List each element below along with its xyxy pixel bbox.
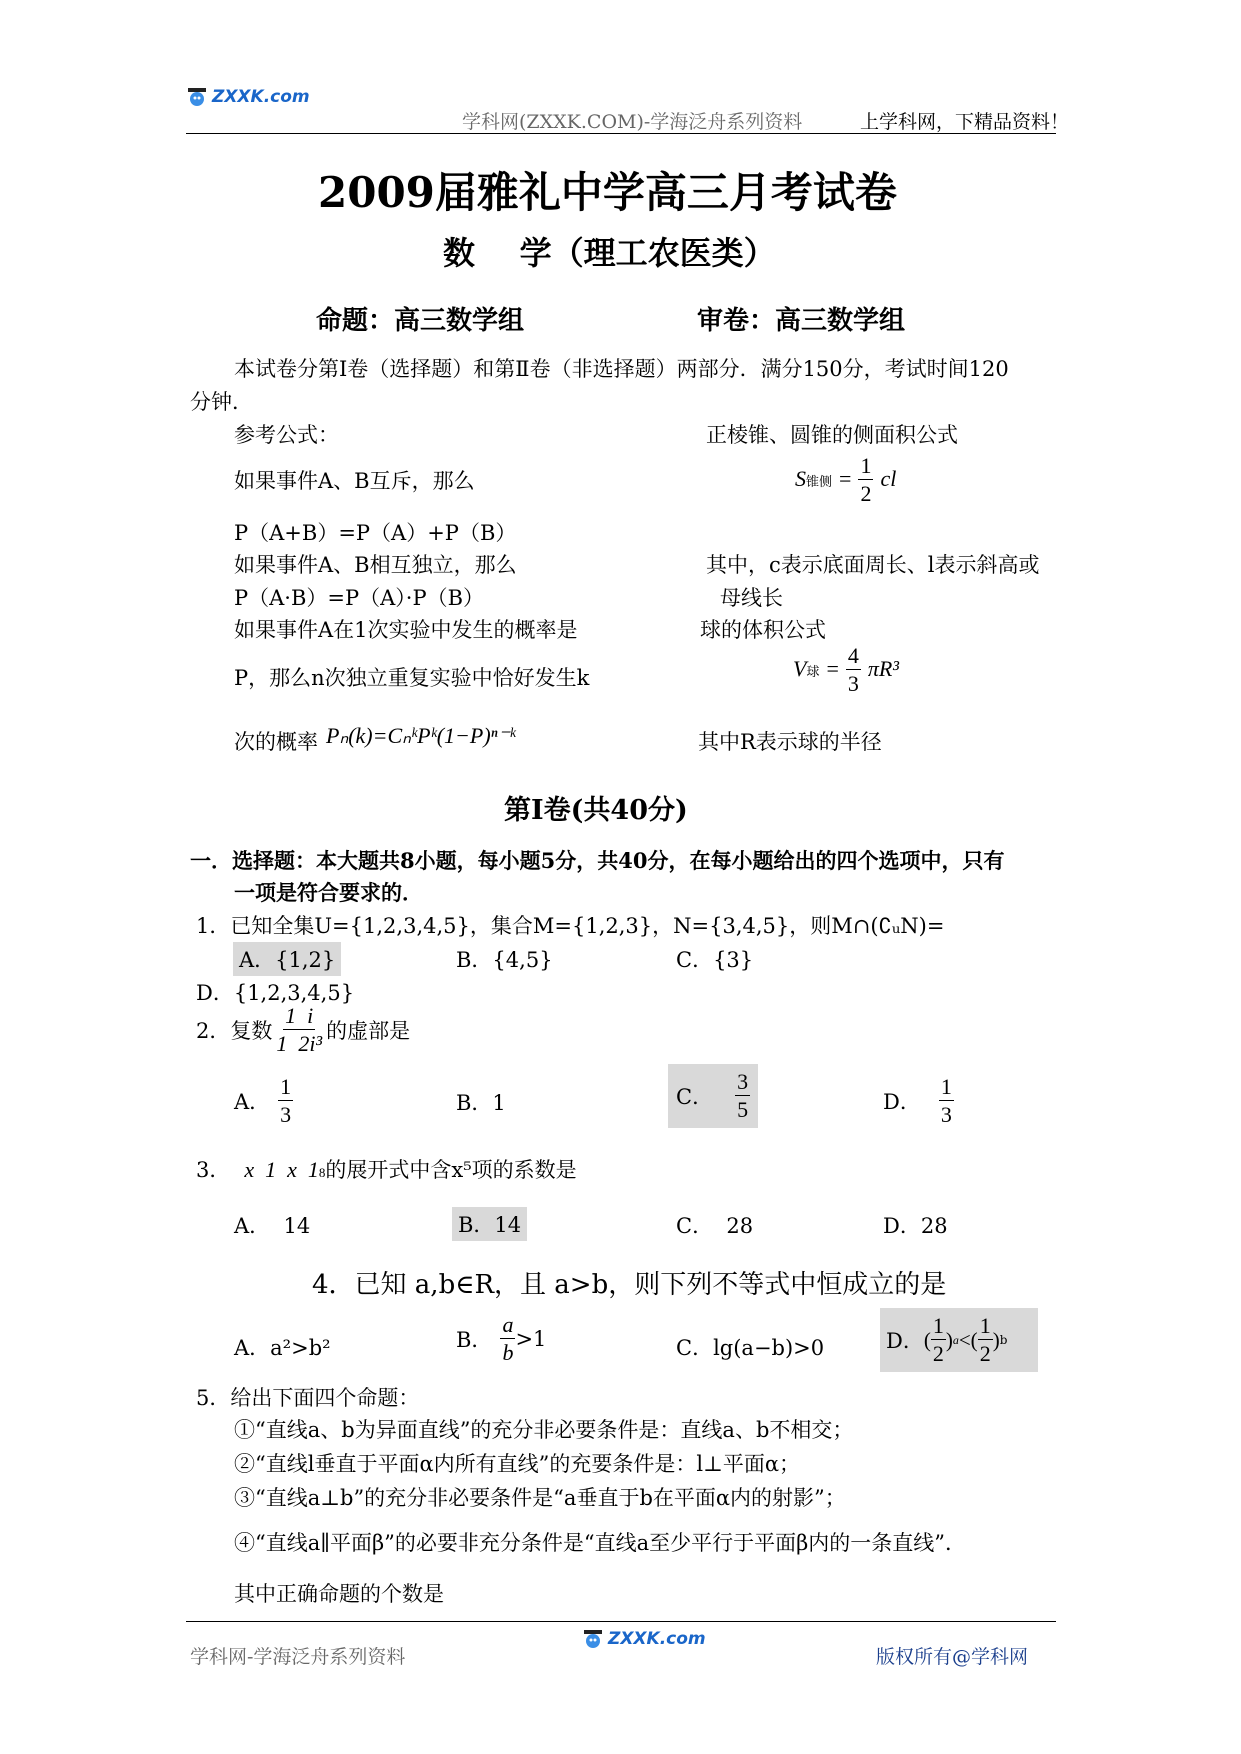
cone-label: 正棱锥、圆锥的侧面积公式 xyxy=(706,423,958,447)
author-left: 命题：高三数学组 xyxy=(316,306,525,336)
sphere-label: 球的体积公式 xyxy=(700,618,826,642)
footer-logo xyxy=(582,1628,706,1650)
section-1-instr-1: 一．选择题：本大题共8小题，每小题5分，共40分，在每小题给出的四个选项中，只有 xyxy=(190,848,1005,873)
formula-4: P（A·B）=P（A）·P（B） xyxy=(234,586,485,610)
footer-right-text: 版权所有@学科网 xyxy=(876,1646,1029,1668)
q2-stem: 2．复数 $\frac{1 i}{\text{1 2i³}}$ 的虚部是 xyxy=(196,1003,411,1056)
cone-note-1: 其中，c表示底面周长、l表示斜高或 xyxy=(706,553,1040,577)
header-rule xyxy=(186,133,1056,134)
mascot-icon xyxy=(186,86,212,108)
q4-stem: 4．已知 a,b∈R，且 a>b，则下列不等式中恒成立的是 xyxy=(312,1270,947,1300)
q2-option-d: D． $\frac{1}{3}$ xyxy=(883,1074,952,1127)
q2-option-b: B．1 xyxy=(456,1091,506,1115)
q1-option-c: C．{3} xyxy=(676,948,754,972)
section-1-instr-2: 一项是符合要求的． xyxy=(234,880,423,905)
q5-statement-1: ①“直线a、b为异面直线”的充分非必要条件是：直线a、b不相交； xyxy=(234,1418,854,1442)
author-right: 审卷：高三数学组 xyxy=(697,306,906,336)
q1-option-a: A．{1,2} xyxy=(233,942,341,976)
formula-5: 如果事件A在1次实验中发生的概率是 xyxy=(234,618,578,642)
q1-stem: 1．已知全集U={1,2,3,4,5}，集合M={1,2,3}，N={3,4,5}，则M∩(∁ᵤN)= xyxy=(196,914,945,938)
formula-3: 如果事件A、B相互独立，那么 xyxy=(234,553,517,577)
q5-end: 其中正确命题的个数是 xyxy=(234,1582,444,1606)
page-title: 2009届雅礼中学高三月考试卷 xyxy=(318,168,897,217)
footer-logo-text: ZXXK.com xyxy=(608,1629,706,1649)
q2-option-c: C． $\frac{3}{5}$ xyxy=(668,1064,758,1128)
q1-option-d: D．{1,2,3,4,5} xyxy=(196,981,355,1005)
header-center-text: 学科网(ZXXK.COM)-学海泛舟系列资料 xyxy=(462,111,803,133)
q5-stem: 5．给出下面四个命题： xyxy=(196,1386,420,1410)
q3-option-a: A． 14 xyxy=(234,1214,311,1238)
q4-option-a: A．a²>b² xyxy=(234,1336,331,1360)
formula-6: P，那么n次独立重复实验中恰好发生k xyxy=(234,666,590,690)
q4-option-c: C．lg(a−b)>0 xyxy=(676,1336,825,1360)
q3-option-c: C． 28 xyxy=(676,1214,754,1238)
q1-option-b: B．{4,5} xyxy=(456,948,553,972)
q5-statement-3: ③“直线a⊥b”的充分非必要条件是“a垂直于b在平面α内的射影”； xyxy=(234,1486,846,1510)
q4-option-b: B． $\frac{a}{b}$ >1 xyxy=(456,1312,547,1365)
binomial-formula: Pₙ(k)=CₙᵏPᵏ(1−P)ⁿ⁻ᵏ xyxy=(326,723,516,748)
q5-statement-2: ②“直线l垂直于平面α内所有直线”的充要条件是：l⊥平面α； xyxy=(234,1452,801,1476)
cone-formula: S锥侧 = $\frac{1}{2}$ cl xyxy=(795,453,897,506)
logo-text: ZXXK.com xyxy=(212,87,310,107)
mascot-icon xyxy=(582,1628,608,1650)
sphere-formula: V球 = $\frac{4}{3}$ πR³ xyxy=(793,643,899,696)
footer-left-text: 学科网-学海泛舟系列资料 xyxy=(190,1646,406,1668)
formula-1: 如果事件A、B互斥，那么 xyxy=(234,469,475,493)
footer-rule xyxy=(186,1621,1056,1622)
subject-title: 数 学（理工农医类） xyxy=(443,234,776,272)
sphere-note: 其中R表示球的半径 xyxy=(698,730,882,754)
intro-line-2: 分钟． xyxy=(190,390,253,414)
formula-7: 次的概率 xyxy=(234,730,318,754)
section-1-title: 第Ⅰ卷(共40分) xyxy=(504,795,688,826)
q5-statement-4: ④“直线a∥平面β”的必要非充分条件是“直线a至少平行于平面β内的一条直线”． xyxy=(234,1531,966,1555)
zxxk-logo xyxy=(186,86,310,108)
q2-option-a: A． $\frac{1}{3}$ xyxy=(234,1074,292,1127)
formula-2: P（A+B）=P（A）+P（B） xyxy=(234,521,517,545)
header-right-text: 上学科网，下精品资料！ xyxy=(860,111,1070,133)
q3-stem: 3． x 1 x 1 8 的展开式中含x⁵项的系数是 xyxy=(196,1157,577,1182)
q3-option-d: D．28 xyxy=(883,1214,948,1238)
ref-label: 参考公式： xyxy=(234,423,339,447)
intro-line-1: 本试卷分第Ⅰ卷（选择题）和第Ⅱ卷（非选择题）两部分．满分150分，考试时间120 xyxy=(234,357,1009,381)
q3-option-b: B．14 xyxy=(452,1207,527,1241)
cone-note-2: 母线长 xyxy=(720,586,783,610)
q4-option-d: D． ( $\frac{1}{2}$ ) a <( $\frac{1}{2}$ ) b xyxy=(880,1308,1038,1372)
